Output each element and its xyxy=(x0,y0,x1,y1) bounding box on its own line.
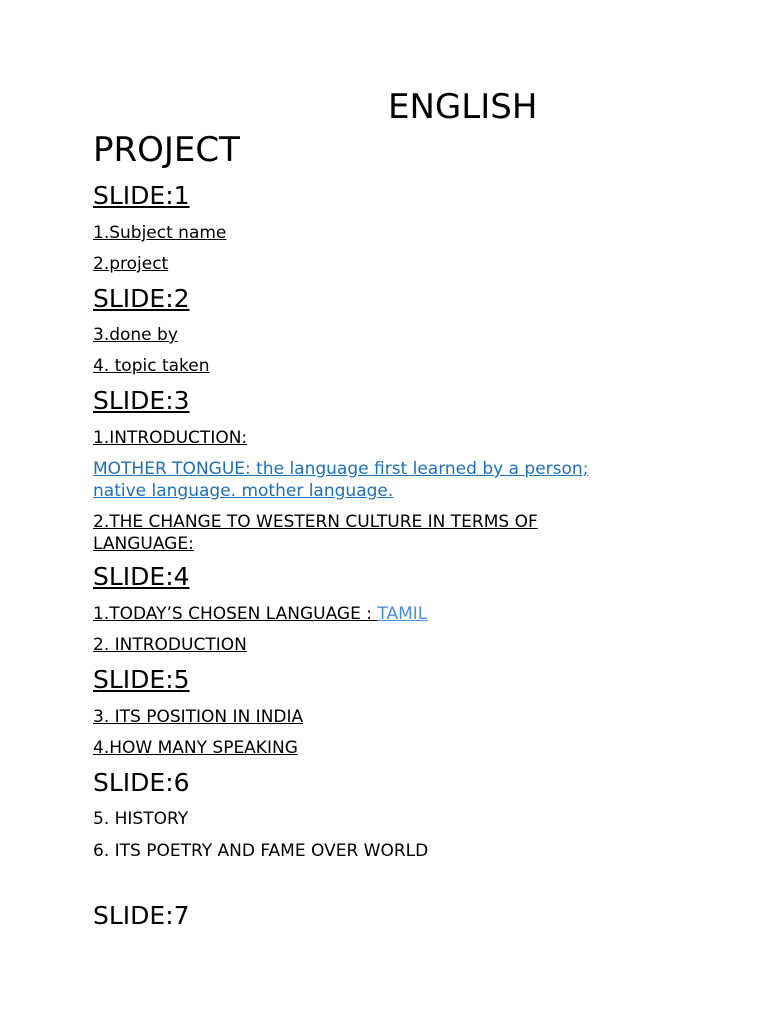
slide-1-item-2: 2.project xyxy=(93,254,169,274)
slide-5-item-1: 3. ITS POSITION IN INDIA xyxy=(93,707,304,727)
slide-4-item-2: 2. INTRODUCTION xyxy=(93,635,247,655)
mother-tongue-link-line-1[interactable]: MOTHER TONGUE: the language first learned by a person; xyxy=(93,459,589,479)
slide-3-item-3-line-1: 2.THE CHANGE TO WESTERN CULTURE IN TERMS OF xyxy=(93,512,538,532)
slide-3-item-3-line-2: LANGUAGE: xyxy=(93,534,194,554)
slide-6-item-2: 6. ITS POETRY AND FAME OVER WORLD xyxy=(93,841,429,861)
slide-2-heading: SLIDE:2 xyxy=(93,284,190,313)
title-line-1: ENGLISH xyxy=(388,87,538,127)
slide-6-item-1: 5. HISTORY xyxy=(93,809,189,829)
slide-2-item-1: 3.done by xyxy=(93,325,178,345)
slide-4-item-1 xyxy=(93,603,427,625)
slide-1-heading: SLIDE:1 xyxy=(93,181,190,210)
slide-6-heading: SLIDE:6 xyxy=(93,768,190,797)
slide-1-item-1: 1.Subject name xyxy=(93,223,227,243)
tamil-link[interactable]: TAMIL xyxy=(377,604,428,624)
slide-7-heading: SLIDE:7 xyxy=(93,901,190,930)
title-line-2: PROJECT xyxy=(93,130,240,170)
slide-5-heading: SLIDE:5 xyxy=(93,665,190,694)
slide-3-item-1: 1.INTRODUCTION: xyxy=(93,428,248,448)
slide-4-heading: SLIDE:4 xyxy=(93,562,190,591)
mother-tongue-link-line-2[interactable]: native language. mother language. xyxy=(93,481,394,501)
slide-5-item-2: 4.HOW MANY SPEAKING xyxy=(93,738,298,758)
slide-2-item-2: 4. topic taken xyxy=(93,356,210,376)
slide-3-heading: SLIDE:3 xyxy=(93,386,190,415)
chosen-language-label: 1.TODAY’S CHOSEN LANGUAGE : xyxy=(93,604,378,624)
